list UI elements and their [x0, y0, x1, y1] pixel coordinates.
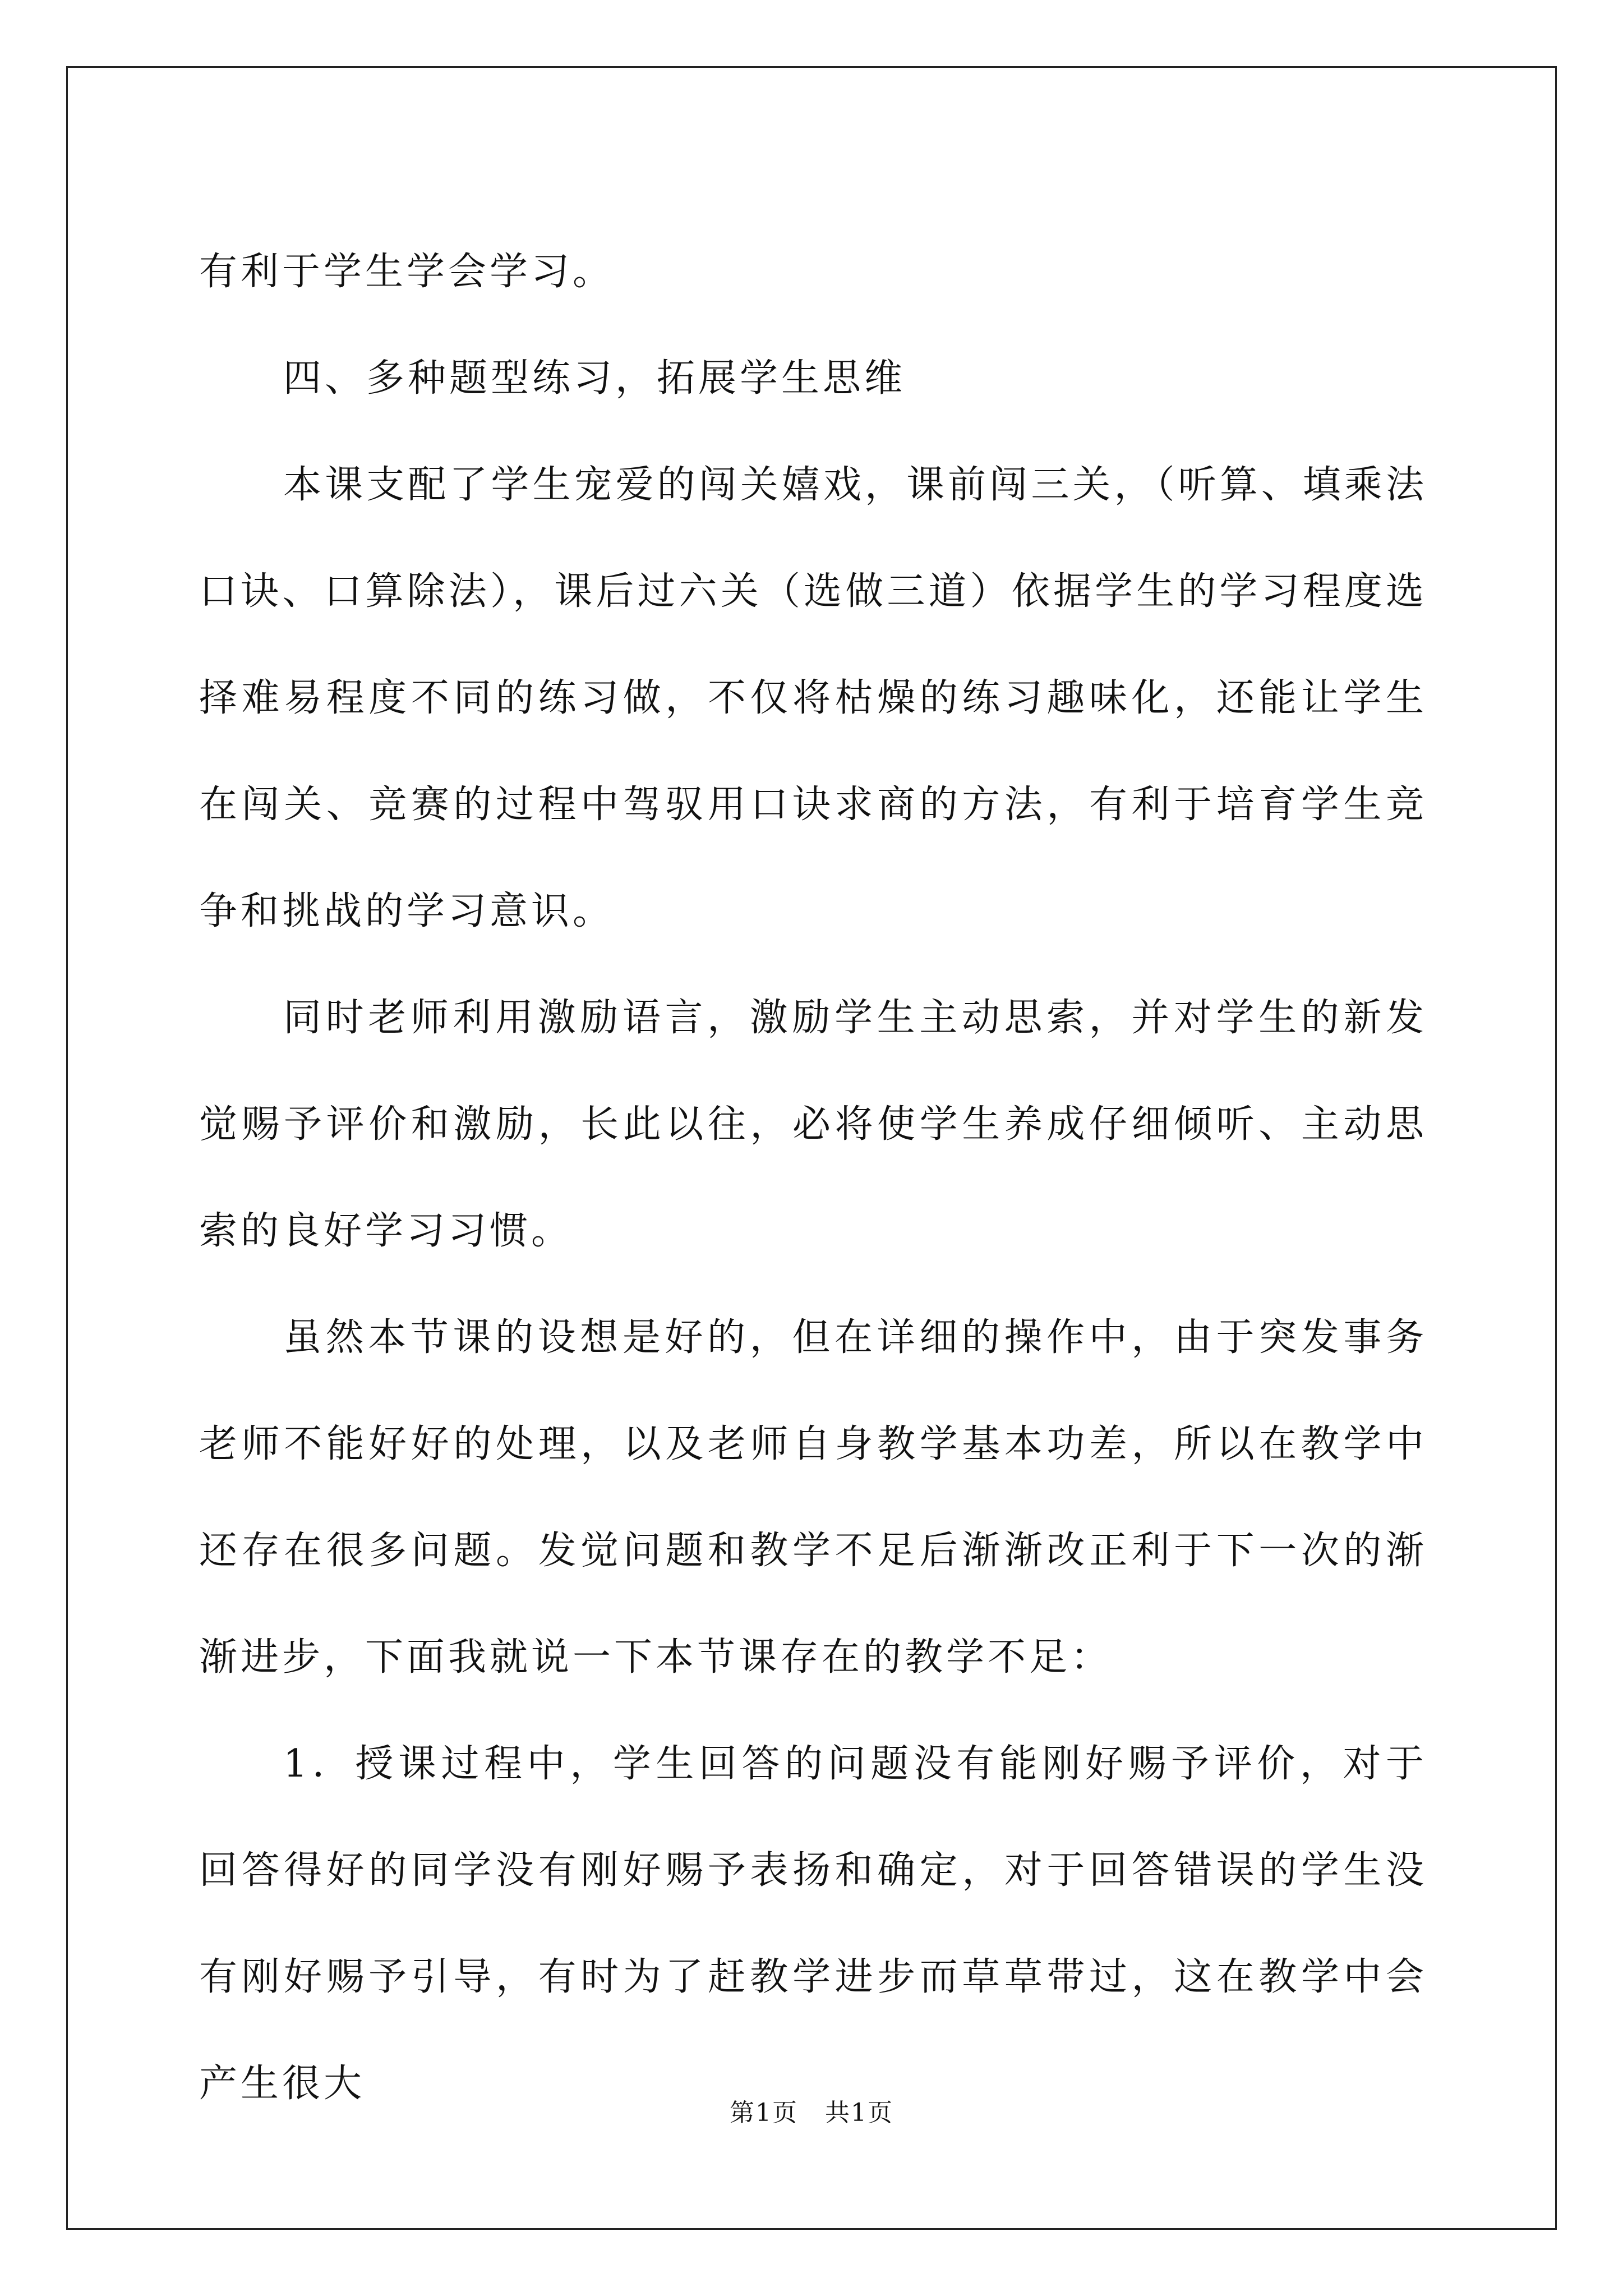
paragraph-5: 1．授课过程中，学生回答的问题没有能刚好赐予评价，对于回答得好的同学没有刚好赐予表扬和确定，对于回答错误的学生没有刚好赐予引导，有时为了赶教学进步而草草带过，这在教学中会产生很大 — [199, 1742, 1427, 2106]
section-heading: 四、多种题型练习，拓展学生思维 — [283, 356, 906, 401]
page-total: 共1页 — [825, 2099, 893, 2127]
paragraph-3: 同时老师利用激励语言，激励学生主动思索，并对学生的新发觉赐予评价和激励，长此以往，必将使学生养成仔细倾听、主动思索的良好学习习惯。 — [199, 996, 1427, 1253]
document-body — [199, 219, 1427, 2137]
paragraph-2: 本课支配了学生宠爱的闯关嬉戏，课前闯三关，（听算、填乘法口诀、口算除法），课后过六关（选做三道）依据学生的学习程度选择难易程度不同的练习做，不仅将枯燥的练习趣味化，还能让学生在闯关、竞赛的过程中驾驭用口诀求商的方法，有利于培育学生竞争和挑战的学习意识。 — [199, 463, 1427, 933]
paragraph-4: 虽然本节课的设想是好的，但在详细的操作中，由于突发事务老师不能好好的处理，以及老师自身教学基本功差，所以在教学中还存在很多问题。发觉问题和教学不足后渐渐改正利于下一次的渐渐进步，下面我就说一下本节课存在的教学不足： — [199, 1315, 1427, 1680]
paragraph-1: 有利于学生学会学习。 — [199, 250, 615, 294]
page-number: 第1页 — [730, 2099, 798, 2127]
page-footer — [0, 2092, 1623, 2128]
